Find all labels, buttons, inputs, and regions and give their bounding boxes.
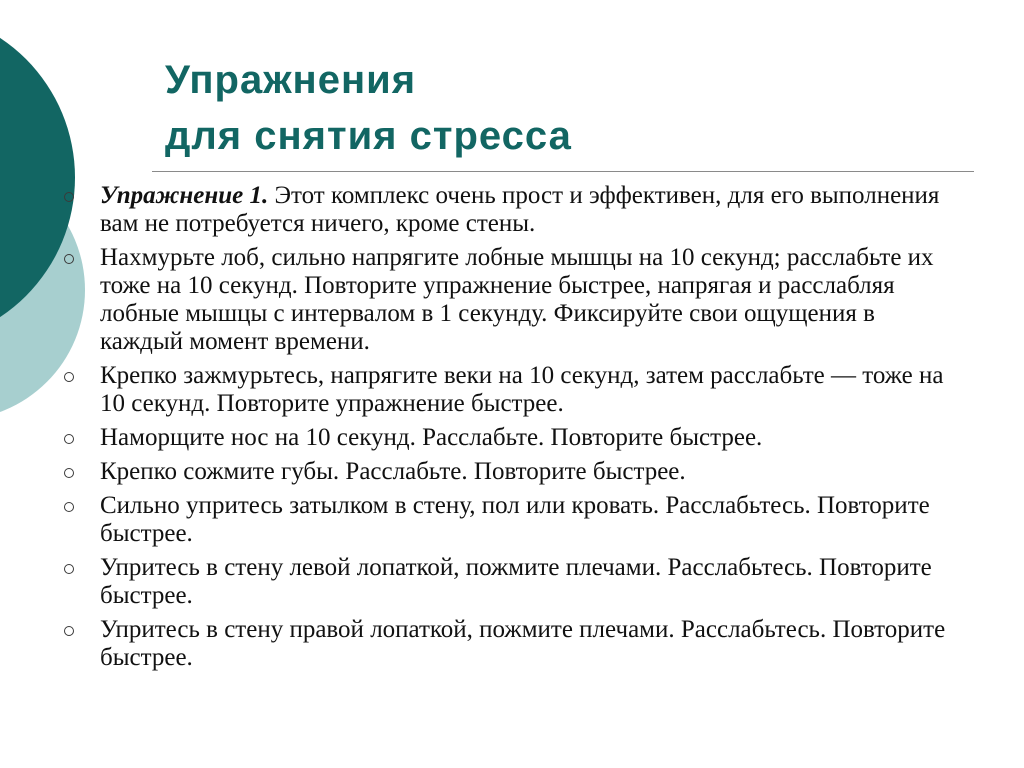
circle-bullet-icon — [64, 254, 74, 264]
list-item-text: Упритесь в стену правой лопаткой, пожмите плечами. Расслабьтесь. Повторите быстрее. — [100, 616, 946, 671]
circle-bullet-icon — [64, 192, 74, 202]
list-item — [60, 458, 960, 486]
circle-bullet-icon — [64, 626, 74, 636]
title-line-1: Упражнения — [165, 58, 417, 102]
list-item-text: Нахмурьте лоб, сильно напрягите лобные мышцы на 10 секунд; расслабьте их тоже на 10 секунд. Повторите упражнение быстрее, напрягая и расслабляя лобные мышцы с интервалом в 1 секунду. Фиксируйте свои ощущения в каждый момент времени. — [100, 244, 934, 355]
list-item — [60, 492, 960, 548]
bullet-list — [60, 182, 960, 678]
list-item — [60, 616, 960, 672]
list-item — [60, 362, 960, 418]
title-line-2: для снятия стресса — [165, 114, 572, 158]
circle-bullet-icon — [64, 468, 74, 478]
list-item — [60, 182, 960, 238]
list-item-text: Этот комплекс очень прост и эффективен, для его выполнения вам не потребуется ничего, кроме стены. — [100, 182, 940, 237]
list-item-text: Крепко зажмурьтесь, напрягите веки на 10 секунд, затем расслабьте — тоже на 10 секунд. Повторите упражнение быстрее. — [100, 362, 944, 417]
circle-bullet-icon — [64, 564, 74, 574]
exercise-heading: Упражнение 1. — [100, 182, 269, 209]
list-item-text: Сильно упритесь затылком в стену, пол или кровать. Расслабьтесь. Повторите быстрее. — [100, 492, 930, 547]
slide-title — [165, 52, 572, 164]
list-item — [60, 424, 960, 452]
list-item-text: Крепко сожмите губы. Расслабьте. Повторите быстрее. — [100, 458, 686, 485]
circle-bullet-icon — [64, 434, 74, 444]
list-item — [60, 554, 960, 610]
circle-bullet-icon — [64, 372, 74, 382]
list-item-text: Наморщите нос на 10 секунд. Расслабьте. Повторите быстрее. — [100, 424, 763, 451]
circle-bullet-icon — [64, 502, 74, 512]
list-item-text: Упритесь в стену левой лопаткой, пожмите плечами. Расслабьтесь. Повторите быстрее. — [100, 554, 932, 609]
list-item — [60, 244, 960, 356]
title-divider — [152, 171, 974, 172]
